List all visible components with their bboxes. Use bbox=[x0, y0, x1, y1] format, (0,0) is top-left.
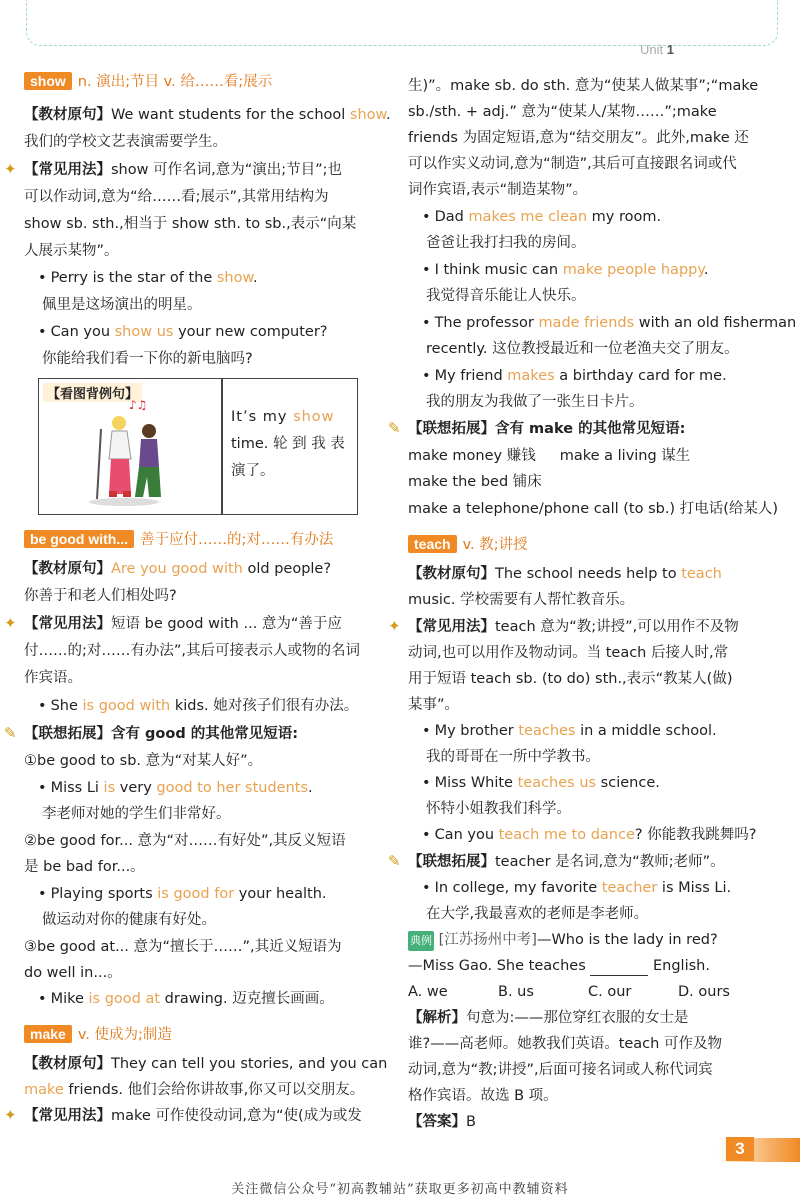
example-badge: 典例 bbox=[408, 931, 434, 951]
usage-line: 作宾语。 bbox=[24, 670, 82, 686]
usage-line: 某事”。 bbox=[408, 697, 460, 713]
phrase: make a telephone/phone call (to sb.) 打电话(给某人) bbox=[408, 501, 779, 517]
orig-translation: 我们的学校文艺表演需要学生。 bbox=[24, 134, 227, 150]
bulb-icon: ✎ bbox=[388, 852, 401, 870]
example: • My brother teaches in a middle school. bbox=[422, 723, 717, 739]
usage-line: 用于短语 teach sb. (to do) sth.,表示“教某人(做) bbox=[408, 671, 733, 687]
singers-illustration bbox=[39, 379, 219, 513]
star-icon: ✦ bbox=[4, 614, 17, 632]
answer: 【答案】B bbox=[408, 1114, 476, 1130]
example: • Can you show us your new computer? bbox=[38, 324, 328, 340]
picture-box bbox=[38, 378, 358, 515]
analysis-line: 动词,意为“教;讲授”,后面可接名词或人称代词宾 bbox=[408, 1062, 713, 1078]
entry-teach-head bbox=[408, 535, 528, 557]
part-of-speech: v. 教;讲授 bbox=[462, 537, 528, 553]
usage-line: 可以作动词,意为“给……看;展示”,其常用结构为 bbox=[24, 189, 329, 205]
example: • Perry is the star of the show. bbox=[38, 270, 258, 286]
example-translation: 李老师对她的学生们非常好。 bbox=[42, 806, 231, 822]
answer-blank bbox=[590, 961, 648, 976]
phrase: 是 be bad for...。 bbox=[24, 859, 145, 875]
extension: 【联想拓展】teacher 是名词,意为“教师;老师”。 bbox=[408, 854, 725, 870]
orig-translation: 你善于和老人们相处吗? bbox=[24, 588, 177, 604]
orig-translation: music. 学校需要有人帮忙教音乐。 bbox=[408, 592, 635, 608]
star-icon: ✦ bbox=[388, 617, 401, 635]
example-translation: 在大学,我最喜欢的老师是李老师。 bbox=[426, 906, 649, 922]
entry-good-head bbox=[24, 530, 333, 552]
extension: 【联想拓展】含有 good 的其他常见短语: bbox=[24, 726, 299, 742]
usage: 【常见用法】短语 be good with ... 意为“善于应 bbox=[24, 616, 342, 632]
example: • The professor made friends with an old fisherman bbox=[422, 315, 797, 331]
headword: make bbox=[24, 1025, 72, 1043]
example: • Dad makes me clean my room. bbox=[422, 209, 662, 225]
picture-caption: It’s my show bbox=[231, 409, 335, 425]
analysis-line: 格作宾语。故选 B 项。 bbox=[408, 1088, 558, 1104]
example-translation: 爸爸让我打扫我的房间。 bbox=[426, 235, 586, 251]
analysis: 【解析】句意为:——那位穿红衣服的女士是 bbox=[408, 1010, 689, 1026]
phrase-row: make money 赚钱 make a living 谋生 bbox=[408, 448, 691, 464]
usage-line: 人展示某物”。 bbox=[24, 243, 119, 259]
picture-tag: 【看图背例句】 bbox=[43, 383, 142, 402]
orig-sentence: 【教材原句】The school needs help to teach bbox=[408, 566, 722, 582]
footer-note: 关注微信公众号“初高教辅站”获取更多初高中教辅资料 bbox=[231, 1182, 569, 1197]
example-translation: 我觉得音乐能让人快乐。 bbox=[426, 288, 586, 304]
example: • In college, my favorite teacher is Miss Li. bbox=[422, 880, 732, 896]
quiz-question: 典例 [江苏扬州中考]—Who is the lady in red? bbox=[408, 930, 718, 952]
extension: 【联想拓展】含有 make 的其他常见短语: bbox=[408, 421, 686, 437]
headword: teach bbox=[408, 535, 457, 553]
example-translation: 佩里是这场演出的明星。 bbox=[42, 297, 202, 313]
entry-make-head bbox=[24, 1025, 172, 1047]
usage: 【常见用法】make 可作使役动词,意为“使(成为或发 bbox=[24, 1108, 362, 1124]
star-icon: ✦ bbox=[4, 1106, 17, 1124]
example-translation: 我的哥哥在一所中学教书。 bbox=[426, 749, 600, 765]
usage-line: friends 为固定短语,意为“结交朋友”。此外,make 还 bbox=[408, 130, 749, 146]
page-number: 3 bbox=[726, 1137, 754, 1161]
usage-line: show sb. sth.,相当于 show sth. to sb.,表示“向某 bbox=[24, 216, 357, 232]
example-translation: recently. 这位教授最近和一位老渔夫交了朋友。 bbox=[426, 341, 739, 357]
entry-show-head bbox=[24, 72, 272, 94]
phrase: ②be good for... 意为“对……有好处”,其反义短语 bbox=[24, 833, 346, 849]
quiz-line: —Miss Gao. She teaches English. bbox=[408, 958, 710, 974]
unit-label: Unit 1 bbox=[640, 42, 674, 57]
bulb-icon: ✎ bbox=[388, 419, 401, 437]
example: • Miss White teaches us science. bbox=[422, 775, 660, 791]
picture-caption: time. 轮 到 我 表 bbox=[231, 436, 345, 452]
usage: 【常见用法】teach 意为“教;讲授”,可以用作不及物 bbox=[408, 619, 739, 635]
picture-divider bbox=[221, 379, 223, 514]
picture-caption: 演了。 bbox=[231, 463, 275, 479]
top-frame bbox=[26, 0, 778, 46]
phrase: do well in...。 bbox=[24, 965, 122, 981]
orig-sentence: 【教材原句】They can tell you stories, and you can bbox=[24, 1056, 388, 1072]
example: • I think music can make people happy. bbox=[422, 262, 709, 278]
bulb-icon: ✎ bbox=[4, 724, 17, 742]
example: • Mike is good at drawing. 迈克擅长画画。 bbox=[38, 991, 334, 1007]
usage-line: sb./sth. + adj.” 意为“使某人/某物……”;make bbox=[408, 104, 717, 120]
usage-line: 动词,也可以用作及物动词。当 teach 后接人时,常 bbox=[408, 645, 729, 661]
example-translation: 你能给我们看一下你的新电脑吗? bbox=[42, 351, 253, 367]
example: • Can you teach me to dance? 你能教我跳舞吗? bbox=[422, 827, 757, 843]
usage-line: 可以作实义动词,意为“制造”,其后可直接跟名词或代 bbox=[408, 156, 737, 172]
example: • She is good with kids. 她对孩子们很有办法。 bbox=[38, 698, 359, 714]
headword: show bbox=[24, 72, 72, 90]
headword: be good with... bbox=[24, 530, 134, 548]
orig-sentence: 【教材原句】Are you good with old people? bbox=[24, 561, 332, 577]
part-of-speech: v. 使成为;制造 bbox=[77, 1027, 172, 1043]
quiz-options: A. we B. us C. our D. ours bbox=[408, 984, 730, 1000]
orig-sentence-cont: make friends. 他们会给你讲故事,你又可以交朋友。 bbox=[24, 1082, 365, 1098]
analysis-line: 谁?——高老师。她教我们英语。teach 可作及物 bbox=[408, 1036, 722, 1052]
usage: 【常见用法】show 可作名词,意为“演出;节目”;也 bbox=[24, 162, 342, 178]
example-translation: 做运动对你的健康有好处。 bbox=[42, 912, 216, 928]
usage-line: 词作宾语,表示“制造某物”。 bbox=[408, 182, 588, 198]
phrase: ③be good at... 意为“擅长于……”,其近义短语为 bbox=[24, 939, 342, 955]
usage-line: 付……的;对……有办法”,其后可接表示人或物的名词 bbox=[24, 643, 361, 659]
example-translation: 怀特小姐教我们科学。 bbox=[426, 801, 571, 817]
example: • Playing sports is good for your health. bbox=[38, 886, 327, 902]
svg-text:♪♫: ♪♫ bbox=[129, 398, 148, 412]
phrase: ①be good to sb. 意为“对某人好”。 bbox=[24, 753, 263, 769]
star-icon: ✦ bbox=[4, 160, 17, 178]
example: • My friend makes a birthday card for me. bbox=[422, 368, 727, 384]
example: • Miss Li is very good to her students. bbox=[38, 780, 313, 796]
phrase: make the bed 铺床 bbox=[408, 474, 542, 490]
part-of-speech: n. 演出;节目 v. 给……看;展示 bbox=[77, 74, 273, 90]
usage-line: 生)”。make sb. do sth. 意为“使某人做某事”;“make bbox=[408, 78, 759, 94]
part-of-speech: 善于应付……的;对……有办法 bbox=[140, 532, 334, 548]
orig-sentence: 【教材原句】We want students for the school show. bbox=[24, 107, 391, 123]
example-translation: 我的朋友为我做了一张生日卡片。 bbox=[426, 394, 644, 410]
